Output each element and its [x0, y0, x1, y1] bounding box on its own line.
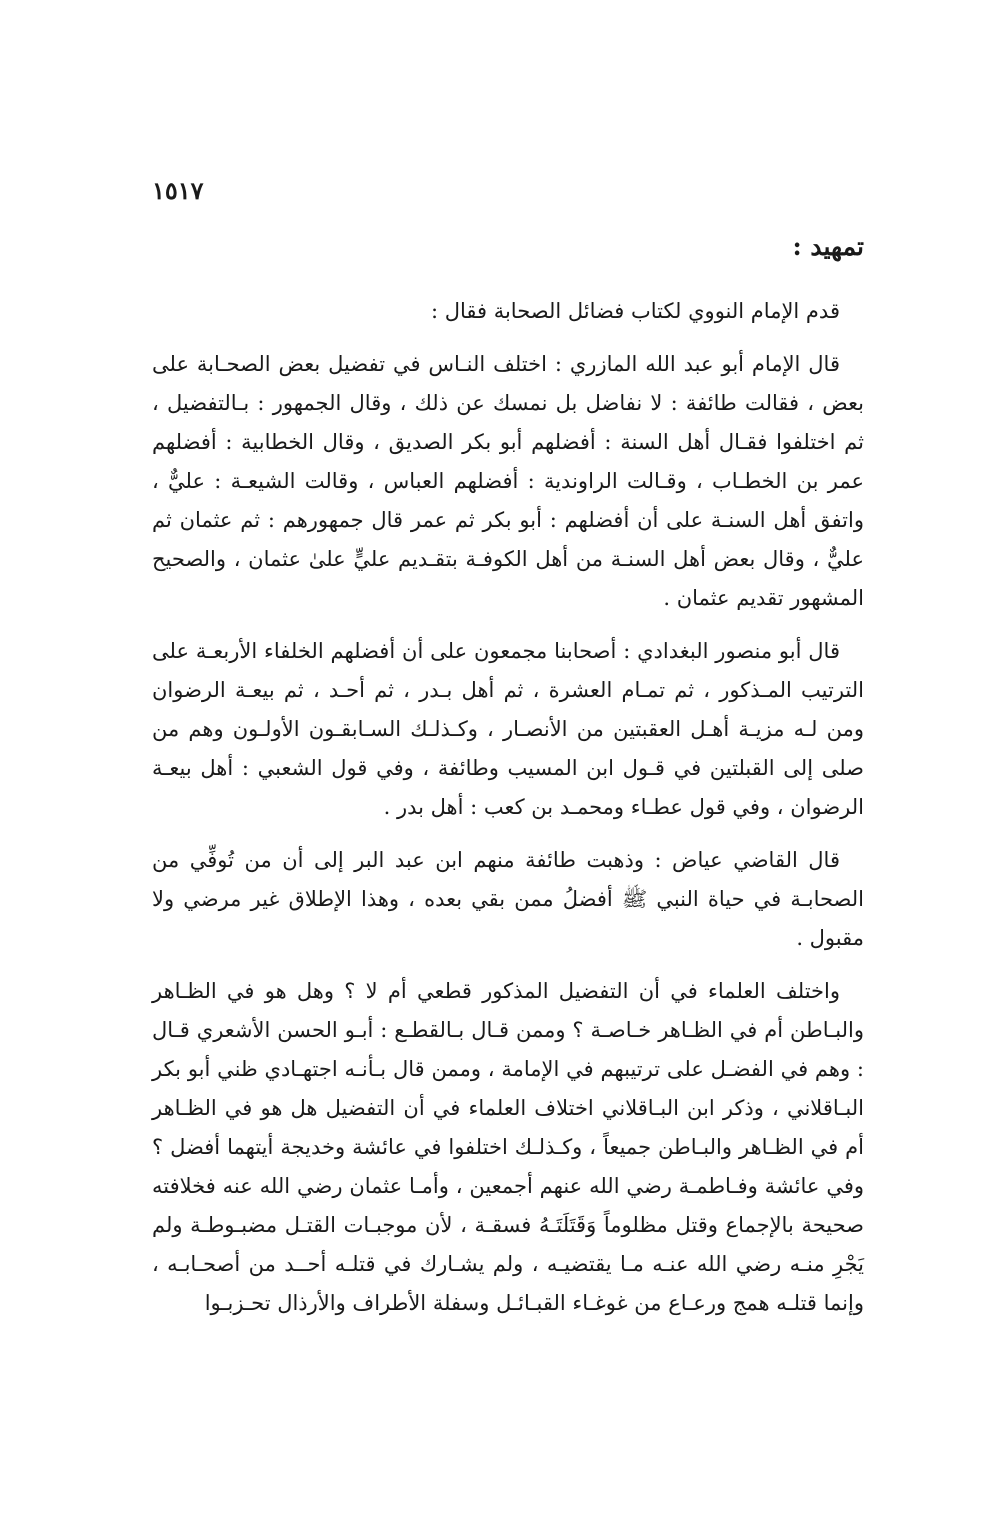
paragraph-iyad: قال القاضي عياض : وذهبت طائفة منهم ابن عبد البر إلى أن من تُوفِّي من الصحابـة في حياة النبي ﷺ أفضلُ ممن بقي بعده ، وهذا الإطلاق غير مرضي ولا مقبول .	[152, 848, 864, 950]
paragraph-baghdadi: قال أبو منصور البغدادي : أصحابنا مجمعون على أن أفضلهم الخلفاء الأربعـة على الترتيب المـذكور ، ثم تمـام العشرة ، ثم أهل بـدر ، ثم أحـد ، ثم بيعـة الرضوان ومن لـه مزيـة أهـل العقبتين من الأنصـار ، وكـذلـك السـابقـون الأولـون وهم من صلى إلى القبلتين في قـول ابن المسيب وطائفة ، وفي قول الشعبي : أهل بيعـة الرضوان ، وفي قول عطـاء ومحمـد بن كعب : أهل بدر .	[152, 639, 864, 819]
paragraph-mazari: قال الإمام أبو عبد الله المازري : اختلف النـاس في تفضيل بعض الصحـابة على بعض ، فقالت طائفة : لا نفاضل بل نمسك عن ذلك ، وقال الجمهور : بـالتفضيل ، ثم اختلفوا فقـال أهل السنة : أفضلهم أبو بكر الصديق ، وقال الخطابية : أفضلهم عمر بن الخطـاب ، وقـالت الراوندية : أفضلهم العباس ، وقالت الشيعـة : عليٌّ ، واتفق أهل السنـة على أن أفضلهم : أبو بكر ثم عمر قال جمهورهم : ثم عثمان ثم عليٌّ ، وقال بعض أهل السنـة من أهل الكوفـة بتقـديم عليٍّ علىٰ عثمان ، والصحيح المشهور تقديم عثمان .	[152, 352, 864, 610]
paragraph-intro: قدم الإمام النووي لكتاب فضائل الصحابة فقال :	[430, 299, 840, 323]
section-heading: تمهيد :	[792, 232, 864, 261]
page-number: ١٥١٧	[152, 176, 204, 205]
paragraph-ulama: واختلف العلماء في أن التفضيل المذكور قطعي أم لا ؟ وهل هو في الظـاهر والبـاطن أم في الظـاهر خـاصـة ؟ وممن قـال بـالقطـع : أبـو الحسن الأشعري قـال : وهم في الفضـل على ترتيبهم في الإمامة ، وممن قال بـأنـه اجتهـادي ظني أبو بكر البـاقلاني ، وذكر ابن البـاقلاني اختلاف العلماء في أن التفضيل هل هو في الظـاهر أم في الظـاهر والبـاطن جميعاً ، وكـذلـك اختلفوا في عائشة وخديجة أيتهما أفضل ؟ وفي عائشة وفـاطمـة رضي الله عنهم أجمعين ، وأمـا عثمان رضي الله عنه فخلافته صحيحة بالإجماع وقتل مظلوماً وَقَتَلَتَـهُ فسقـة ، لأن موجبـات القتـل مضبـوطـة ولم يَجْرِ منـه رضي الله عنـه مـا يقتضيـه ، ولم يشـارك في قتلـه أحــد من أصحـابـه ، وإنما قتلـه همج ورعـاع من غوغـاء القبـائـل وسفلة الأطراف والأرذال تحـزبـوا	[152, 979, 864, 1315]
body-text	[152, 292, 864, 1337]
